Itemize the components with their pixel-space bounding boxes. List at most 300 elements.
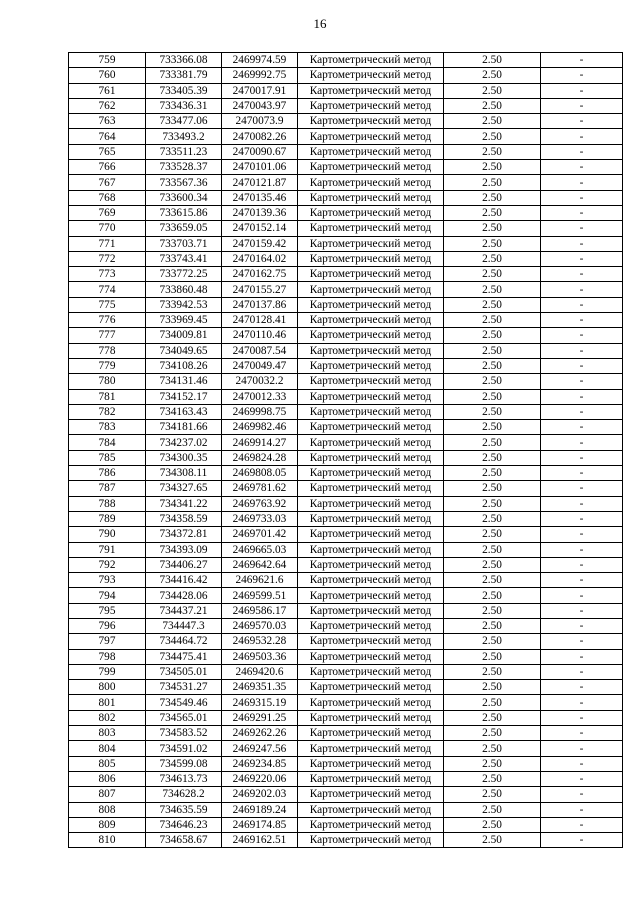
x-coordinate-cell: 733511.23 xyxy=(146,144,222,159)
accuracy-cell: 2.50 xyxy=(444,175,541,190)
method-cell: Картометрический метод xyxy=(298,618,444,633)
x-coordinate-cell: 734599.08 xyxy=(146,756,222,771)
method-cell: Картометрический метод xyxy=(298,603,444,618)
accuracy-cell: 2.50 xyxy=(444,267,541,282)
method-cell: Картометрический метод xyxy=(298,144,444,159)
empty-mark-cell: - xyxy=(541,190,623,205)
table-row xyxy=(69,542,623,557)
y-coordinate-cell: 2470152.14 xyxy=(222,221,298,236)
point-number-cell: 763 xyxy=(69,114,146,129)
method-cell: Картометрический метод xyxy=(298,787,444,802)
x-coordinate-cell: 733600.34 xyxy=(146,190,222,205)
accuracy-cell: 2.50 xyxy=(444,282,541,297)
coordinates-table-body xyxy=(69,53,623,848)
y-coordinate-cell: 2469162.51 xyxy=(222,833,298,848)
table-row xyxy=(69,98,623,113)
table-row xyxy=(69,450,623,465)
y-coordinate-cell: 2470043.97 xyxy=(222,98,298,113)
accuracy-cell: 2.50 xyxy=(444,496,541,511)
empty-mark-cell: - xyxy=(541,297,623,312)
table-row xyxy=(69,114,623,129)
x-coordinate-cell: 734237.02 xyxy=(146,435,222,450)
y-coordinate-cell: 2469599.51 xyxy=(222,588,298,603)
empty-mark-cell: - xyxy=(541,144,623,159)
y-coordinate-cell: 2469992.75 xyxy=(222,68,298,83)
accuracy-cell: 2.50 xyxy=(444,542,541,557)
accuracy-cell: 2.50 xyxy=(444,251,541,266)
point-number-cell: 791 xyxy=(69,542,146,557)
method-cell: Картометрический метод xyxy=(298,695,444,710)
point-number-cell: 809 xyxy=(69,817,146,832)
method-cell: Картометрический метод xyxy=(298,833,444,848)
point-number-cell: 778 xyxy=(69,343,146,358)
method-cell: Картометрический метод xyxy=(298,297,444,312)
y-coordinate-cell: 2469291.25 xyxy=(222,710,298,725)
table-row xyxy=(69,175,623,190)
empty-mark-cell: - xyxy=(541,542,623,557)
table-row xyxy=(69,68,623,83)
empty-mark-cell: - xyxy=(541,404,623,419)
point-number-cell: 774 xyxy=(69,282,146,297)
x-coordinate-cell: 733493.2 xyxy=(146,129,222,144)
x-coordinate-cell: 734372.81 xyxy=(146,527,222,542)
y-coordinate-cell: 2469315.19 xyxy=(222,695,298,710)
accuracy-cell: 2.50 xyxy=(444,313,541,328)
table-row xyxy=(69,160,623,175)
accuracy-cell: 2.50 xyxy=(444,511,541,526)
accuracy-cell: 2.50 xyxy=(444,160,541,175)
accuracy-cell: 2.50 xyxy=(444,466,541,481)
x-coordinate-cell: 733772.25 xyxy=(146,267,222,282)
accuracy-cell: 2.50 xyxy=(444,404,541,419)
accuracy-cell: 2.50 xyxy=(444,420,541,435)
table-row xyxy=(69,313,623,328)
x-coordinate-cell: 734565.01 xyxy=(146,710,222,725)
y-coordinate-cell: 2469974.59 xyxy=(222,53,298,68)
table-row xyxy=(69,756,623,771)
method-cell: Картометрический метод xyxy=(298,511,444,526)
accuracy-cell: 2.50 xyxy=(444,710,541,725)
accuracy-cell: 2.50 xyxy=(444,756,541,771)
x-coordinate-cell: 733942.53 xyxy=(146,297,222,312)
method-cell: Картометрический метод xyxy=(298,267,444,282)
table-row xyxy=(69,205,623,220)
accuracy-cell: 2.50 xyxy=(444,664,541,679)
page-number: 16 xyxy=(313,16,327,31)
y-coordinate-cell: 2469586.17 xyxy=(222,603,298,618)
x-coordinate-cell: 734108.26 xyxy=(146,358,222,373)
x-coordinate-cell: 733743.41 xyxy=(146,251,222,266)
x-coordinate-cell: 734327.65 xyxy=(146,481,222,496)
table-row xyxy=(69,634,623,649)
method-cell: Картометрический метод xyxy=(298,83,444,98)
table-row xyxy=(69,710,623,725)
empty-mark-cell: - xyxy=(541,634,623,649)
point-number-cell: 760 xyxy=(69,68,146,83)
point-number-cell: 799 xyxy=(69,664,146,679)
y-coordinate-cell: 2470137.86 xyxy=(222,297,298,312)
y-coordinate-cell: 2469189.24 xyxy=(222,802,298,817)
method-cell: Картометрический метод xyxy=(298,557,444,572)
accuracy-cell: 2.50 xyxy=(444,817,541,832)
accuracy-cell: 2.50 xyxy=(444,527,541,542)
point-number-cell: 773 xyxy=(69,267,146,282)
y-coordinate-cell: 2469202.03 xyxy=(222,787,298,802)
empty-mark-cell: - xyxy=(541,741,623,756)
x-coordinate-cell: 734549.46 xyxy=(146,695,222,710)
table-row xyxy=(69,741,623,756)
accuracy-cell: 2.50 xyxy=(444,741,541,756)
point-number-cell: 790 xyxy=(69,527,146,542)
table-row xyxy=(69,267,623,282)
accuracy-cell: 2.50 xyxy=(444,343,541,358)
x-coordinate-cell: 734181.66 xyxy=(146,420,222,435)
point-number-cell: 793 xyxy=(69,573,146,588)
x-coordinate-cell: 734447.3 xyxy=(146,618,222,633)
point-number-cell: 804 xyxy=(69,741,146,756)
point-number-cell: 783 xyxy=(69,420,146,435)
x-coordinate-cell: 734163.43 xyxy=(146,404,222,419)
method-cell: Картометрический метод xyxy=(298,435,444,450)
method-cell: Картометрический метод xyxy=(298,251,444,266)
method-cell: Картометрический метод xyxy=(298,496,444,511)
y-coordinate-cell: 2469234.85 xyxy=(222,756,298,771)
x-coordinate-cell: 734300.35 xyxy=(146,450,222,465)
accuracy-cell: 2.50 xyxy=(444,618,541,633)
table-row xyxy=(69,190,623,205)
y-coordinate-cell: 2469570.03 xyxy=(222,618,298,633)
method-cell: Картометрический метод xyxy=(298,542,444,557)
empty-mark-cell: - xyxy=(541,817,623,832)
table-row xyxy=(69,466,623,481)
table-row xyxy=(69,726,623,741)
x-coordinate-cell: 734049.65 xyxy=(146,343,222,358)
empty-mark-cell: - xyxy=(541,358,623,373)
point-number-cell: 770 xyxy=(69,221,146,236)
empty-mark-cell: - xyxy=(541,420,623,435)
method-cell: Картометрический метод xyxy=(298,98,444,113)
empty-mark-cell: - xyxy=(541,481,623,496)
x-coordinate-cell: 733381.79 xyxy=(146,68,222,83)
table-row xyxy=(69,557,623,572)
method-cell: Картометрический метод xyxy=(298,817,444,832)
accuracy-cell: 2.50 xyxy=(444,129,541,144)
y-coordinate-cell: 2469998.75 xyxy=(222,404,298,419)
table-row xyxy=(69,83,623,98)
table-row xyxy=(69,481,623,496)
accuracy-cell: 2.50 xyxy=(444,695,541,710)
table-row xyxy=(69,297,623,312)
y-coordinate-cell: 2470073.9 xyxy=(222,114,298,129)
method-cell: Картометрический метод xyxy=(298,710,444,725)
empty-mark-cell: - xyxy=(541,511,623,526)
x-coordinate-cell: 734152.17 xyxy=(146,389,222,404)
empty-mark-cell: - xyxy=(541,374,623,389)
method-cell: Картометрический метод xyxy=(298,481,444,496)
table-row xyxy=(69,618,623,633)
y-coordinate-cell: 2470012.33 xyxy=(222,389,298,404)
accuracy-cell: 2.50 xyxy=(444,83,541,98)
point-number-cell: 797 xyxy=(69,634,146,649)
accuracy-cell: 2.50 xyxy=(444,634,541,649)
accuracy-cell: 2.50 xyxy=(444,236,541,251)
table-row xyxy=(69,358,623,373)
table-row xyxy=(69,496,623,511)
method-cell: Картометрический метод xyxy=(298,282,444,297)
table-row xyxy=(69,221,623,236)
x-coordinate-cell: 734341.22 xyxy=(146,496,222,511)
x-coordinate-cell: 734437.21 xyxy=(146,603,222,618)
x-coordinate-cell: 734358.59 xyxy=(146,511,222,526)
table-row xyxy=(69,680,623,695)
point-number-cell: 784 xyxy=(69,435,146,450)
accuracy-cell: 2.50 xyxy=(444,435,541,450)
x-coordinate-cell: 733477.06 xyxy=(146,114,222,129)
y-coordinate-cell: 2470135.46 xyxy=(222,190,298,205)
point-number-cell: 802 xyxy=(69,710,146,725)
x-coordinate-cell: 733528.37 xyxy=(146,160,222,175)
table-row xyxy=(69,695,623,710)
method-cell: Картометрический метод xyxy=(298,236,444,251)
x-coordinate-cell: 734131.46 xyxy=(146,374,222,389)
empty-mark-cell: - xyxy=(541,618,623,633)
y-coordinate-cell: 2470110.46 xyxy=(222,328,298,343)
y-coordinate-cell: 2469174.85 xyxy=(222,817,298,832)
table-row xyxy=(69,144,623,159)
point-number-cell: 769 xyxy=(69,205,146,220)
method-cell: Картометрический метод xyxy=(298,313,444,328)
accuracy-cell: 2.50 xyxy=(444,771,541,786)
accuracy-cell: 2.50 xyxy=(444,726,541,741)
empty-mark-cell: - xyxy=(541,756,623,771)
y-coordinate-cell: 2469351.35 xyxy=(222,680,298,695)
empty-mark-cell: - xyxy=(541,221,623,236)
accuracy-cell: 2.50 xyxy=(444,53,541,68)
point-number-cell: 780 xyxy=(69,374,146,389)
point-number-cell: 766 xyxy=(69,160,146,175)
y-coordinate-cell: 2470155.27 xyxy=(222,282,298,297)
y-coordinate-cell: 2470082.26 xyxy=(222,129,298,144)
method-cell: Картометрический метод xyxy=(298,160,444,175)
y-coordinate-cell: 2470090.67 xyxy=(222,144,298,159)
accuracy-cell: 2.50 xyxy=(444,787,541,802)
point-number-cell: 775 xyxy=(69,297,146,312)
table-row xyxy=(69,588,623,603)
point-number-cell: 759 xyxy=(69,53,146,68)
table-row xyxy=(69,573,623,588)
method-cell: Картометрический метод xyxy=(298,802,444,817)
point-number-cell: 798 xyxy=(69,649,146,664)
y-coordinate-cell: 2470164.02 xyxy=(222,251,298,266)
empty-mark-cell: - xyxy=(541,787,623,802)
table-row xyxy=(69,771,623,786)
y-coordinate-cell: 2469621.6 xyxy=(222,573,298,588)
method-cell: Картометрический метод xyxy=(298,527,444,542)
point-number-cell: 764 xyxy=(69,129,146,144)
coordinates-table xyxy=(68,52,623,848)
accuracy-cell: 2.50 xyxy=(444,557,541,572)
empty-mark-cell: - xyxy=(541,695,623,710)
point-number-cell: 761 xyxy=(69,83,146,98)
x-coordinate-cell: 734613.73 xyxy=(146,771,222,786)
x-coordinate-cell: 734464.72 xyxy=(146,634,222,649)
table-row xyxy=(69,833,623,848)
table-row xyxy=(69,251,623,266)
accuracy-cell: 2.50 xyxy=(444,603,541,618)
accuracy-cell: 2.50 xyxy=(444,833,541,848)
accuracy-cell: 2.50 xyxy=(444,221,541,236)
y-coordinate-cell: 2469503.36 xyxy=(222,649,298,664)
point-number-cell: 807 xyxy=(69,787,146,802)
x-coordinate-cell: 734635.59 xyxy=(146,802,222,817)
method-cell: Картометрический метод xyxy=(298,374,444,389)
table-row xyxy=(69,282,623,297)
table-row xyxy=(69,511,623,526)
accuracy-cell: 2.50 xyxy=(444,450,541,465)
table-row xyxy=(69,787,623,802)
y-coordinate-cell: 2470017.91 xyxy=(222,83,298,98)
point-number-cell: 772 xyxy=(69,251,146,266)
empty-mark-cell: - xyxy=(541,343,623,358)
table-row xyxy=(69,435,623,450)
empty-mark-cell: - xyxy=(541,726,623,741)
y-coordinate-cell: 2469532.28 xyxy=(222,634,298,649)
y-coordinate-cell: 2469642.64 xyxy=(222,557,298,572)
y-coordinate-cell: 2469733.03 xyxy=(222,511,298,526)
method-cell: Картометрический метод xyxy=(298,450,444,465)
accuracy-cell: 2.50 xyxy=(444,588,541,603)
accuracy-cell: 2.50 xyxy=(444,481,541,496)
empty-mark-cell: - xyxy=(541,267,623,282)
y-coordinate-cell: 2470121.87 xyxy=(222,175,298,190)
method-cell: Картометрический метод xyxy=(298,68,444,83)
x-coordinate-cell: 734406.27 xyxy=(146,557,222,572)
table-row xyxy=(69,817,623,832)
empty-mark-cell: - xyxy=(541,527,623,542)
table-row xyxy=(69,420,623,435)
table-row xyxy=(69,603,623,618)
method-cell: Картометрический метод xyxy=(298,221,444,236)
accuracy-cell: 2.50 xyxy=(444,389,541,404)
y-coordinate-cell: 2470159.42 xyxy=(222,236,298,251)
x-coordinate-cell: 733366.08 xyxy=(146,53,222,68)
method-cell: Картометрический метод xyxy=(298,114,444,129)
point-number-cell: 789 xyxy=(69,511,146,526)
empty-mark-cell: - xyxy=(541,466,623,481)
method-cell: Картометрический метод xyxy=(298,190,444,205)
point-number-cell: 779 xyxy=(69,358,146,373)
accuracy-cell: 2.50 xyxy=(444,328,541,343)
accuracy-cell: 2.50 xyxy=(444,190,541,205)
empty-mark-cell: - xyxy=(541,680,623,695)
empty-mark-cell: - xyxy=(541,389,623,404)
method-cell: Картометрический метод xyxy=(298,726,444,741)
y-coordinate-cell: 2469220.06 xyxy=(222,771,298,786)
table-row xyxy=(69,328,623,343)
point-number-cell: 771 xyxy=(69,236,146,251)
accuracy-cell: 2.50 xyxy=(444,680,541,695)
x-coordinate-cell: 734428.06 xyxy=(146,588,222,603)
method-cell: Картометрический метод xyxy=(298,205,444,220)
point-number-cell: 792 xyxy=(69,557,146,572)
empty-mark-cell: - xyxy=(541,450,623,465)
y-coordinate-cell: 2470032.2 xyxy=(222,374,298,389)
x-coordinate-cell: 733860.48 xyxy=(146,282,222,297)
empty-mark-cell: - xyxy=(541,496,623,511)
x-coordinate-cell: 734308.11 xyxy=(146,466,222,481)
empty-mark-cell: - xyxy=(541,649,623,664)
point-number-cell: 768 xyxy=(69,190,146,205)
point-number-cell: 782 xyxy=(69,404,146,419)
point-number-cell: 777 xyxy=(69,328,146,343)
method-cell: Картометрический метод xyxy=(298,466,444,481)
empty-mark-cell: - xyxy=(541,282,623,297)
empty-mark-cell: - xyxy=(541,710,623,725)
y-coordinate-cell: 2470139.36 xyxy=(222,205,298,220)
method-cell: Картометрический метод xyxy=(298,175,444,190)
accuracy-cell: 2.50 xyxy=(444,98,541,113)
y-coordinate-cell: 2469420.6 xyxy=(222,664,298,679)
point-number-cell: 794 xyxy=(69,588,146,603)
x-coordinate-cell: 733405.39 xyxy=(146,83,222,98)
empty-mark-cell: - xyxy=(541,603,623,618)
accuracy-cell: 2.50 xyxy=(444,649,541,664)
method-cell: Картометрический метод xyxy=(298,358,444,373)
point-number-cell: 785 xyxy=(69,450,146,465)
method-cell: Картометрический метод xyxy=(298,420,444,435)
table-row xyxy=(69,664,623,679)
empty-mark-cell: - xyxy=(541,251,623,266)
method-cell: Картометрический метод xyxy=(298,328,444,343)
point-number-cell: 762 xyxy=(69,98,146,113)
point-number-cell: 795 xyxy=(69,603,146,618)
method-cell: Картометрический метод xyxy=(298,664,444,679)
point-number-cell: 805 xyxy=(69,756,146,771)
empty-mark-cell: - xyxy=(541,236,623,251)
method-cell: Картометрический метод xyxy=(298,404,444,419)
empty-mark-cell: - xyxy=(541,573,623,588)
table-row xyxy=(69,374,623,389)
method-cell: Картометрический метод xyxy=(298,649,444,664)
x-coordinate-cell: 734505.01 xyxy=(146,664,222,679)
accuracy-cell: 2.50 xyxy=(444,802,541,817)
table-row xyxy=(69,649,623,664)
empty-mark-cell: - xyxy=(541,435,623,450)
x-coordinate-cell: 733969.45 xyxy=(146,313,222,328)
empty-mark-cell: - xyxy=(541,328,623,343)
empty-mark-cell: - xyxy=(541,68,623,83)
x-coordinate-cell: 734531.27 xyxy=(146,680,222,695)
x-coordinate-cell: 733615.86 xyxy=(146,205,222,220)
x-coordinate-cell: 734393.09 xyxy=(146,542,222,557)
table-row xyxy=(69,53,623,68)
empty-mark-cell: - xyxy=(541,160,623,175)
method-cell: Картометрический метод xyxy=(298,573,444,588)
x-coordinate-cell: 733567.36 xyxy=(146,175,222,190)
y-coordinate-cell: 2470128.41 xyxy=(222,313,298,328)
empty-mark-cell: - xyxy=(541,205,623,220)
point-number-cell: 810 xyxy=(69,833,146,848)
table-row xyxy=(69,389,623,404)
x-coordinate-cell: 734583.52 xyxy=(146,726,222,741)
empty-mark-cell: - xyxy=(541,833,623,848)
y-coordinate-cell: 2469763.92 xyxy=(222,496,298,511)
empty-mark-cell: - xyxy=(541,588,623,603)
accuracy-cell: 2.50 xyxy=(444,114,541,129)
x-coordinate-cell: 733703.71 xyxy=(146,236,222,251)
y-coordinate-cell: 2469982.46 xyxy=(222,420,298,435)
empty-mark-cell: - xyxy=(541,557,623,572)
